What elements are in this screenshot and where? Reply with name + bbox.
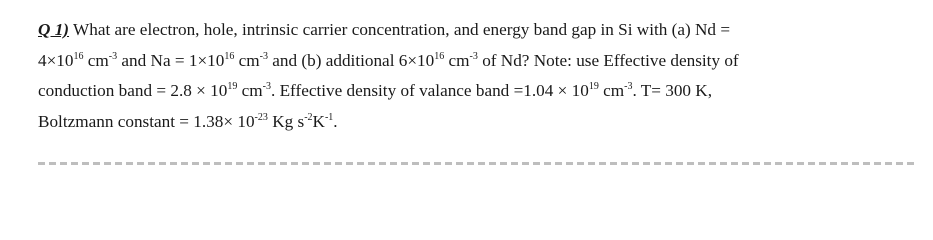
unit-text: K	[312, 111, 325, 131]
unit-text: cm	[444, 50, 470, 70]
exponent: -23	[254, 111, 268, 123]
exponent: 16	[434, 50, 445, 62]
period: .	[333, 111, 338, 131]
exponent: -3	[259, 50, 268, 62]
question-line-2	[38, 46, 918, 77]
exponent: 16	[73, 50, 84, 62]
text-note: of Nd? Note: use Effective density of	[477, 50, 739, 70]
text-na-value: and Na = 1×10	[117, 50, 225, 70]
text-nc-value: conduction band = 2.8 × 10	[38, 81, 228, 100]
text-boltzmann: Boltzmann constant = 1.38× 10	[38, 111, 255, 131]
exponent: -3	[108, 50, 118, 62]
unit-text: cm	[83, 50, 109, 70]
question-label: Q 1)	[38, 20, 70, 39]
question-line-3	[38, 76, 918, 107]
unit-text: Kg s	[267, 111, 305, 131]
exponent: 19	[588, 81, 599, 92]
exponent: -3	[624, 81, 633, 92]
exponent: 16	[224, 50, 235, 62]
exponent: -3	[262, 81, 271, 92]
question-text	[38, 15, 918, 137]
text-temperature: . T= 300 K,	[632, 81, 713, 100]
text-additional-nd: and (b) additional 6×10	[267, 50, 435, 70]
exponent: 19	[227, 81, 238, 92]
exponent: -3	[469, 50, 478, 62]
text-nd-value: 4×10	[38, 50, 74, 70]
exponent: -2	[304, 111, 313, 123]
question-line-4	[38, 107, 918, 138]
question-line-1-text: What are electron, hole, intrinsic carrier concentration, and energy band gap in Si with (a) Nd =	[69, 20, 731, 39]
text-nv-value: . Effective density of valance band =1.04 × 10	[270, 81, 589, 100]
cut-off-next-line	[38, 156, 918, 165]
exponent: -1	[324, 111, 334, 123]
unit-text: cm	[598, 81, 625, 100]
unit-text: cm	[237, 81, 263, 100]
question-line-1	[38, 15, 918, 46]
unit-text: cm	[234, 50, 260, 70]
